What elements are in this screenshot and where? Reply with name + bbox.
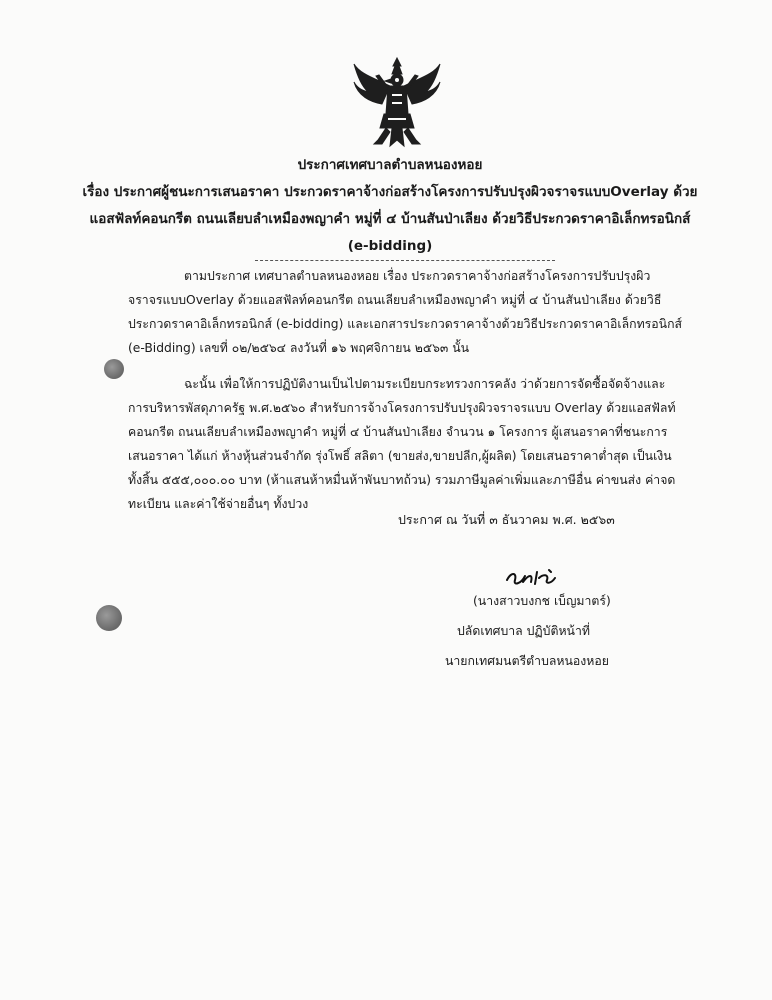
signatory-name: (นางสาวบงกช เบ็ญมาตร์) [473,594,611,608]
punch-hole-top [104,359,124,379]
signature-block [445,586,645,676]
garuda-emblem-icon [352,56,442,148]
paragraph-2-text: ฉะนั้น เพื่อให้การปฏิบัติงานเป็นไปตามระเบียบกระทรวงการคลัง ว่าด้วยการจัดซื้อจัดจ้างและการบริหารพัสดุภาครัฐ พ.ศ.๒๕๖๐ สำหรับการจ้างโครงการปรับปรุงผิวจราจรแบบ Overlay ด้วยแอสฟัลท์คอนกรีต ถนนเลียบลำเหมืองพญาคำ หมู่ที่ ๔ บ้านสันป่าเลียง จำนวน ๑ โครงการ ผู้เสนอราคาที่ชนะการเสนอราคา ได้แก่ ห้างหุ้นส่วนจำกัด รุ่งโพธิ์ สลิตา (ขายส่ง,ขายปลีก,ผู้ผลิต) โดยเสนอราคาต่ำสุด เป็นเงินทั้งสิ้น ๕๕๕,๐๐๐.๐๐ บาท (ห้าแสนห้าหมื่นห้าพันบาทถ้วน) รวมภาษีมูลค่าเพิ่มและภาษีอื่น ค่าขนส่ง ค่าจดทะเบียน และค่าใช้จ่ายอื่นๆ ทั้งปวง [128,377,676,511]
paragraph-1-text: ตามประกาศ เทศบาลตำบลหนองหอย เรื่อง ประกวดราคาจ้างก่อสร้างโครงการปรับปรุงผิวจราจรแบบOverlay ด้วยแอสฟัลท์คอนกรีต ถนนเลียบลำเหมืองพญาคำ หมู่ที่ ๔ บ้านสันป่าเลียง ด้วยวิธีประกวดราคาอิเล็กทรอนิกส์ (e-bidding) และเอกสารประกวดราคาจ้างด้วยวิธีประกวดราคาอิเล็กทรอนิกส์ (e-Bidding) เลขที่ ๐๒/๒๕๖๔ ลงวันที่ ๑๖ พฤศจิกายน ๒๕๖๓ นั้น [128,269,683,355]
divider [255,260,555,261]
body-paragraph-2 [128,372,684,516]
organization-heading: ประกาศเทศบาลตำบลหนองหอย [297,157,483,173]
punch-hole-bottom [96,605,122,631]
signatory-title: นายกเทศมนตรีตำบลหนองหอย [445,654,610,668]
title-block [80,152,700,260]
body-paragraph-1 [128,264,684,360]
announcement-date: ประกาศ ณ วันที่ ๓ ธันวาคม พ.ศ. ๒๕๖๓ [398,512,615,527]
signatory-position: ปลัดเทศบาล ปฏิบัติหน้าที่ [457,624,590,638]
subject-heading: เรื่อง ประกาศผู้ชนะการเสนอราคา ประกวดราคาจ้างก่อสร้างโครงการปรับปรุงผิวจราจรแบบOverlay ด้วยแอสฟัลท์คอนกรีต ถนนเลียบลำเหมืองพญาคำ หมู่ที่ ๔ บ้านสันป่าเลียง ด้วยวิธีประกวดราคาอิเล็กทรอนิกส์ (e-bidding) [82,184,698,254]
